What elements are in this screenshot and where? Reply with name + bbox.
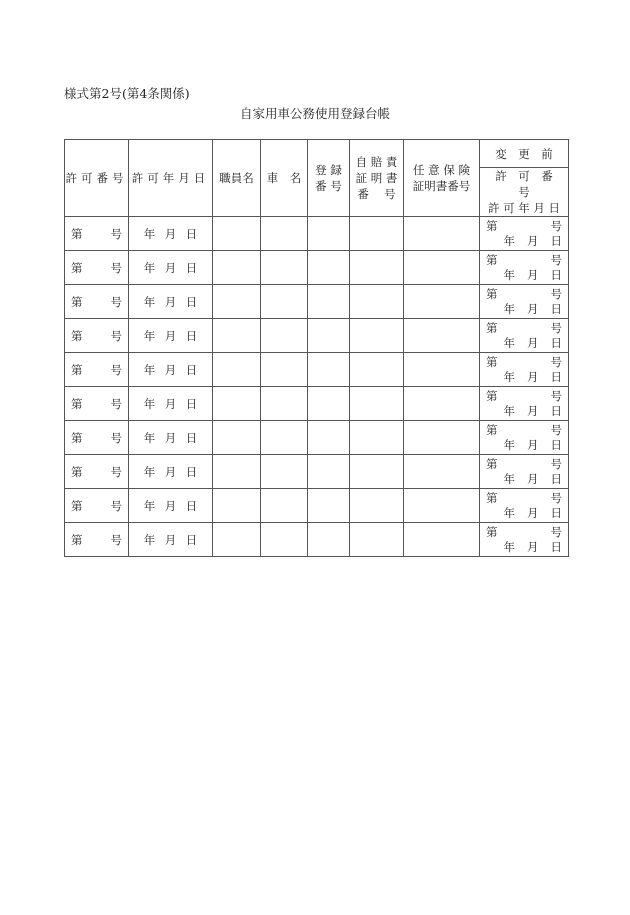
header-car-name: 車 名 <box>261 140 308 217</box>
staff-name-cell[interactable] <box>213 251 261 285</box>
permit-date-cell[interactable] <box>129 285 213 319</box>
car-name-cell[interactable] <box>261 217 308 251</box>
go-label: 号 <box>550 218 562 233</box>
day-label: 日 <box>185 362 198 377</box>
permit-number-cell[interactable] <box>65 251 129 285</box>
year-label: 年 <box>143 362 156 377</box>
before-change-cell[interactable] <box>480 251 569 285</box>
car-name-cell[interactable] <box>261 421 308 455</box>
day-label: 日 <box>185 532 198 547</box>
compulsory-insurance-cell[interactable] <box>350 523 404 557</box>
permit-number-cell[interactable] <box>65 455 129 489</box>
month-label: 月 <box>527 233 539 248</box>
voluntary-insurance-cell[interactable] <box>404 217 480 251</box>
month-label: 月 <box>527 437 539 452</box>
staff-name-cell[interactable] <box>213 353 261 387</box>
month-label: 月 <box>164 396 177 411</box>
dai-label: 第 <box>71 430 83 445</box>
before-change-cell[interactable] <box>480 285 569 319</box>
car-name-cell[interactable] <box>261 523 308 557</box>
go-label: 号 <box>110 532 122 547</box>
dai-label: 第 <box>71 498 83 513</box>
day-label: 日 <box>185 430 198 445</box>
month-label: 月 <box>164 294 177 309</box>
year-label: 年 <box>143 328 156 343</box>
car-name-cell[interactable] <box>261 319 308 353</box>
year-label: 年 <box>503 403 515 418</box>
go-label: 号 <box>110 498 122 513</box>
permit-date-cell[interactable] <box>129 353 213 387</box>
registration-number-cell[interactable] <box>308 387 350 421</box>
before-change-cell[interactable] <box>480 217 569 251</box>
day-label: 日 <box>550 267 562 282</box>
compulsory-insurance-cell[interactable] <box>350 251 404 285</box>
go-label: 号 <box>550 456 562 471</box>
permit-date-cell[interactable] <box>129 455 213 489</box>
registration-number-cell[interactable] <box>308 319 350 353</box>
staff-name-cell[interactable] <box>213 455 261 489</box>
go-label: 号 <box>110 328 122 343</box>
car-name-cell[interactable] <box>261 455 308 489</box>
registration-number-cell[interactable] <box>308 217 350 251</box>
permit-number-cell[interactable] <box>65 523 129 557</box>
day-label: 日 <box>550 369 562 384</box>
staff-name-cell[interactable] <box>213 523 261 557</box>
day-label: 日 <box>550 505 562 520</box>
month-label: 月 <box>527 335 539 350</box>
year-label: 年 <box>143 498 156 513</box>
before-change-cell[interactable] <box>480 489 569 523</box>
year-label: 年 <box>503 471 515 486</box>
registration-number-cell[interactable] <box>308 353 350 387</box>
voluntary-insurance-cell[interactable] <box>404 523 480 557</box>
go-label: 号 <box>110 430 122 445</box>
staff-name-cell[interactable] <box>213 285 261 319</box>
year-label: 年 <box>503 335 515 350</box>
staff-name-cell[interactable] <box>213 421 261 455</box>
year-label: 年 <box>143 294 156 309</box>
day-label: 日 <box>550 403 562 418</box>
day-label: 日 <box>550 539 562 554</box>
before-change-cell[interactable] <box>480 353 569 387</box>
permit-number-cell[interactable] <box>65 353 129 387</box>
table-row <box>65 285 569 319</box>
compulsory-insurance-cell[interactable] <box>350 217 404 251</box>
permit-number-cell[interactable] <box>65 421 129 455</box>
header-voluntary-insurance: 任 意 保 険 証明書番号 <box>404 140 480 217</box>
day-label: 日 <box>185 328 198 343</box>
car-name-cell[interactable] <box>261 387 308 421</box>
day-label: 日 <box>185 260 198 275</box>
table-row <box>65 353 569 387</box>
year-label: 年 <box>143 396 156 411</box>
month-label: 月 <box>527 403 539 418</box>
month-label: 月 <box>164 226 177 241</box>
year-label: 年 <box>143 532 156 547</box>
registration-number-cell[interactable] <box>308 251 350 285</box>
year-label: 年 <box>503 369 515 384</box>
year-label: 年 <box>503 505 515 520</box>
header-row <box>65 140 569 168</box>
day-label: 日 <box>550 335 562 350</box>
permit-date-cell[interactable] <box>129 319 213 353</box>
table-row <box>65 319 569 353</box>
table-row <box>65 455 569 489</box>
go-label: 号 <box>550 524 562 539</box>
go-label: 号 <box>550 252 562 267</box>
form-label: 様式第2号(第4条関係) <box>64 86 190 101</box>
month-label: 月 <box>527 301 539 316</box>
year-label: 年 <box>503 233 515 248</box>
year-label: 年 <box>143 260 156 275</box>
registration-ledger-table <box>64 139 569 557</box>
table-row <box>65 251 569 285</box>
voluntary-insurance-cell[interactable] <box>404 387 480 421</box>
dai-label: 第 <box>486 218 498 233</box>
staff-name-cell[interactable] <box>213 217 261 251</box>
car-name-cell[interactable] <box>261 285 308 319</box>
dai-label: 第 <box>71 464 83 479</box>
dai-label: 第 <box>486 252 498 267</box>
permit-date-cell[interactable] <box>129 387 213 421</box>
year-label: 年 <box>143 464 156 479</box>
table-row <box>65 387 569 421</box>
compulsory-insurance-cell[interactable] <box>350 285 404 319</box>
voluntary-insurance-cell[interactable] <box>404 421 480 455</box>
car-name-cell[interactable] <box>261 353 308 387</box>
dai-label: 第 <box>486 422 498 437</box>
header-registration-number: 登 録 番 号 <box>308 140 350 217</box>
table-row <box>65 523 569 557</box>
dai-label: 第 <box>71 396 83 411</box>
voluntary-insurance-cell[interactable] <box>404 319 480 353</box>
car-name-cell[interactable] <box>261 251 308 285</box>
month-label: 月 <box>527 471 539 486</box>
month-label: 月 <box>164 362 177 377</box>
dai-label: 第 <box>486 286 498 301</box>
dai-label: 第 <box>71 294 83 309</box>
voluntary-insurance-cell[interactable] <box>404 285 480 319</box>
dai-label: 第 <box>486 388 498 403</box>
day-label: 日 <box>550 301 562 316</box>
permit-number-cell[interactable] <box>65 489 129 523</box>
go-label: 号 <box>550 422 562 437</box>
dai-label: 第 <box>486 524 498 539</box>
voluntary-insurance-cell[interactable] <box>404 251 480 285</box>
go-label: 号 <box>550 354 562 369</box>
go-label: 号 <box>550 490 562 505</box>
go-label: 号 <box>550 286 562 301</box>
day-label: 日 <box>185 396 198 411</box>
permit-date-cell[interactable] <box>129 421 213 455</box>
dai-label: 第 <box>71 532 83 547</box>
staff-name-cell[interactable] <box>213 387 261 421</box>
table-row <box>65 217 569 251</box>
day-label: 日 <box>550 471 562 486</box>
month-label: 月 <box>164 430 177 445</box>
day-label: 日 <box>185 464 198 479</box>
permit-number-cell[interactable] <box>65 387 129 421</box>
permit-number-cell[interactable] <box>65 285 129 319</box>
registration-number-cell[interactable] <box>308 285 350 319</box>
dai-label: 第 <box>71 328 83 343</box>
go-label: 号 <box>550 320 562 335</box>
dai-label: 第 <box>486 490 498 505</box>
dai-label: 第 <box>486 456 498 471</box>
month-label: 月 <box>164 260 177 275</box>
header-staff-name: 職員名 <box>213 140 261 217</box>
permit-number-cell[interactable] <box>65 319 129 353</box>
day-label: 日 <box>185 294 198 309</box>
voluntary-insurance-cell[interactable] <box>404 353 480 387</box>
year-label: 年 <box>143 430 156 445</box>
registration-number-cell[interactable] <box>308 489 350 523</box>
month-label: 月 <box>527 267 539 282</box>
car-name-cell[interactable] <box>261 489 308 523</box>
go-label: 号 <box>110 294 122 309</box>
dai-label: 第 <box>71 260 83 275</box>
registration-number-cell[interactable] <box>308 523 350 557</box>
before-change-cell[interactable] <box>480 387 569 421</box>
month-label: 月 <box>527 505 539 520</box>
dai-label: 第 <box>486 320 498 335</box>
month-label: 月 <box>164 328 177 343</box>
go-label: 号 <box>110 396 122 411</box>
before-change-cell[interactable] <box>480 421 569 455</box>
registration-number-cell[interactable] <box>308 455 350 489</box>
registration-number-cell[interactable] <box>308 421 350 455</box>
before-change-cell[interactable] <box>480 319 569 353</box>
permit-date-cell[interactable] <box>129 251 213 285</box>
header-permit-number: 許可番号 <box>65 140 129 217</box>
year-label: 年 <box>503 539 515 554</box>
table-row <box>65 421 569 455</box>
permit-date-cell[interactable] <box>129 217 213 251</box>
day-label: 日 <box>550 437 562 452</box>
dai-label: 第 <box>71 362 83 377</box>
compulsory-insurance-cell[interactable] <box>350 387 404 421</box>
compulsory-insurance-cell[interactable] <box>350 319 404 353</box>
permit-number-cell[interactable] <box>65 217 129 251</box>
page-title: 自家用車公務使用登録台帳 <box>239 106 390 121</box>
voluntary-insurance-cell[interactable] <box>404 489 480 523</box>
table-row <box>65 489 569 523</box>
month-label: 月 <box>527 539 539 554</box>
staff-name-cell[interactable] <box>213 319 261 353</box>
month-label: 月 <box>527 369 539 384</box>
day-label: 日 <box>185 498 198 513</box>
before-change-cell[interactable] <box>480 523 569 557</box>
year-label: 年 <box>143 226 156 241</box>
day-label: 日 <box>185 226 198 241</box>
dai-label: 第 <box>71 226 83 241</box>
voluntary-insurance-cell[interactable] <box>404 455 480 489</box>
year-label: 年 <box>503 301 515 316</box>
header-before-change-sub: 許 可 番 号 許 可 年 月 日 <box>480 168 569 217</box>
go-label: 号 <box>110 362 122 377</box>
header-before-change: 変 更 前 <box>480 140 569 168</box>
go-label: 号 <box>550 388 562 403</box>
year-label: 年 <box>503 437 515 452</box>
month-label: 月 <box>164 532 177 547</box>
compulsory-insurance-cell[interactable] <box>350 489 404 523</box>
compulsory-insurance-cell[interactable] <box>350 421 404 455</box>
dai-label: 第 <box>486 354 498 369</box>
permit-date-cell[interactable] <box>129 489 213 523</box>
permit-date-cell[interactable] <box>129 523 213 557</box>
compulsory-insurance-cell[interactable] <box>350 455 404 489</box>
compulsory-insurance-cell[interactable] <box>350 353 404 387</box>
header-compulsory-insurance: 自 賠 責 証 明 書 番 号 <box>350 140 404 217</box>
go-label: 号 <box>110 226 122 241</box>
month-label: 月 <box>164 464 177 479</box>
staff-name-cell[interactable] <box>213 489 261 523</box>
year-label: 年 <box>503 267 515 282</box>
header-permit-date: 許可年月日 <box>129 140 213 217</box>
day-label: 日 <box>550 233 562 248</box>
month-label: 月 <box>164 498 177 513</box>
go-label: 号 <box>110 464 122 479</box>
go-label: 号 <box>110 260 122 275</box>
before-change-cell[interactable] <box>480 455 569 489</box>
